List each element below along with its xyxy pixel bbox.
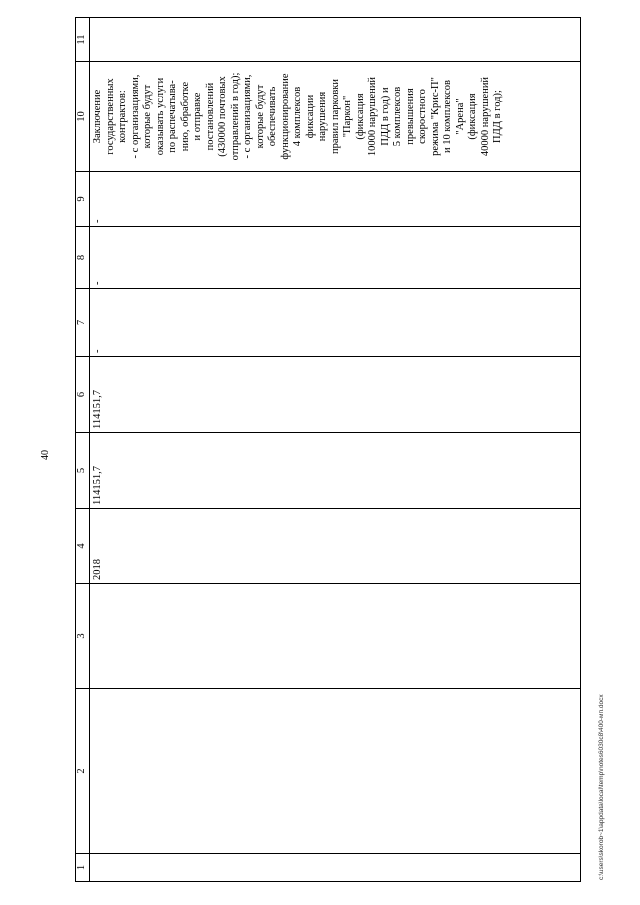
cell-description: Заключение государственных контрактов: - с организациями, которые будут оказывать услуги по распечатыва- нию, обработке и отправке постановлений (430000 почтовых отправлений в год); - с организациями, которые будут обеспечивать функционирование 4 комплексов фиксации нарушения правил парковки "Паркон" (фиксация 10000 нарушений ПДД в год) и 5 комплексов превышения скоростного режима "Крис-П" и 10 комплексов "Арена" (фиксация 40000 нарушений ПДД в год); (90, 62, 581, 172)
cell-amount-total: 114151,7 (90, 433, 581, 509)
page-number: 40 (40, 450, 51, 460)
table-row (90, 18, 581, 882)
table-container (75, 18, 581, 882)
cell-amount: 114151,7 (90, 357, 581, 433)
column-number: 1 (76, 854, 90, 882)
column-number-row (76, 18, 90, 882)
column-number: 4 (76, 509, 90, 584)
column-number: 8 (76, 227, 90, 289)
column-number: 10 (76, 62, 90, 172)
column-number: 6 (76, 357, 90, 433)
column-number: 7 (76, 289, 90, 357)
cell-col8: - (90, 227, 581, 289)
rotated-table-frame (75, 18, 581, 882)
column-number: 11 (76, 18, 90, 62)
cell-col11 (90, 18, 581, 62)
footer-file-path: c:\users\skorob~1\appdata\local\temp\notes6030c8\400-мп.docx (598, 694, 605, 880)
cell-year: 2018 (90, 509, 581, 584)
column-number: 9 (76, 172, 90, 227)
measures-table (75, 17, 581, 882)
column-number: 5 (76, 433, 90, 509)
cell-col7: - (90, 289, 581, 357)
cell-col9: - (90, 172, 581, 227)
column-number: 3 (76, 584, 90, 689)
cell-col1 (90, 854, 581, 882)
cell-col3 (90, 584, 581, 689)
cell-col2 (90, 689, 581, 854)
column-number: 2 (76, 689, 90, 854)
